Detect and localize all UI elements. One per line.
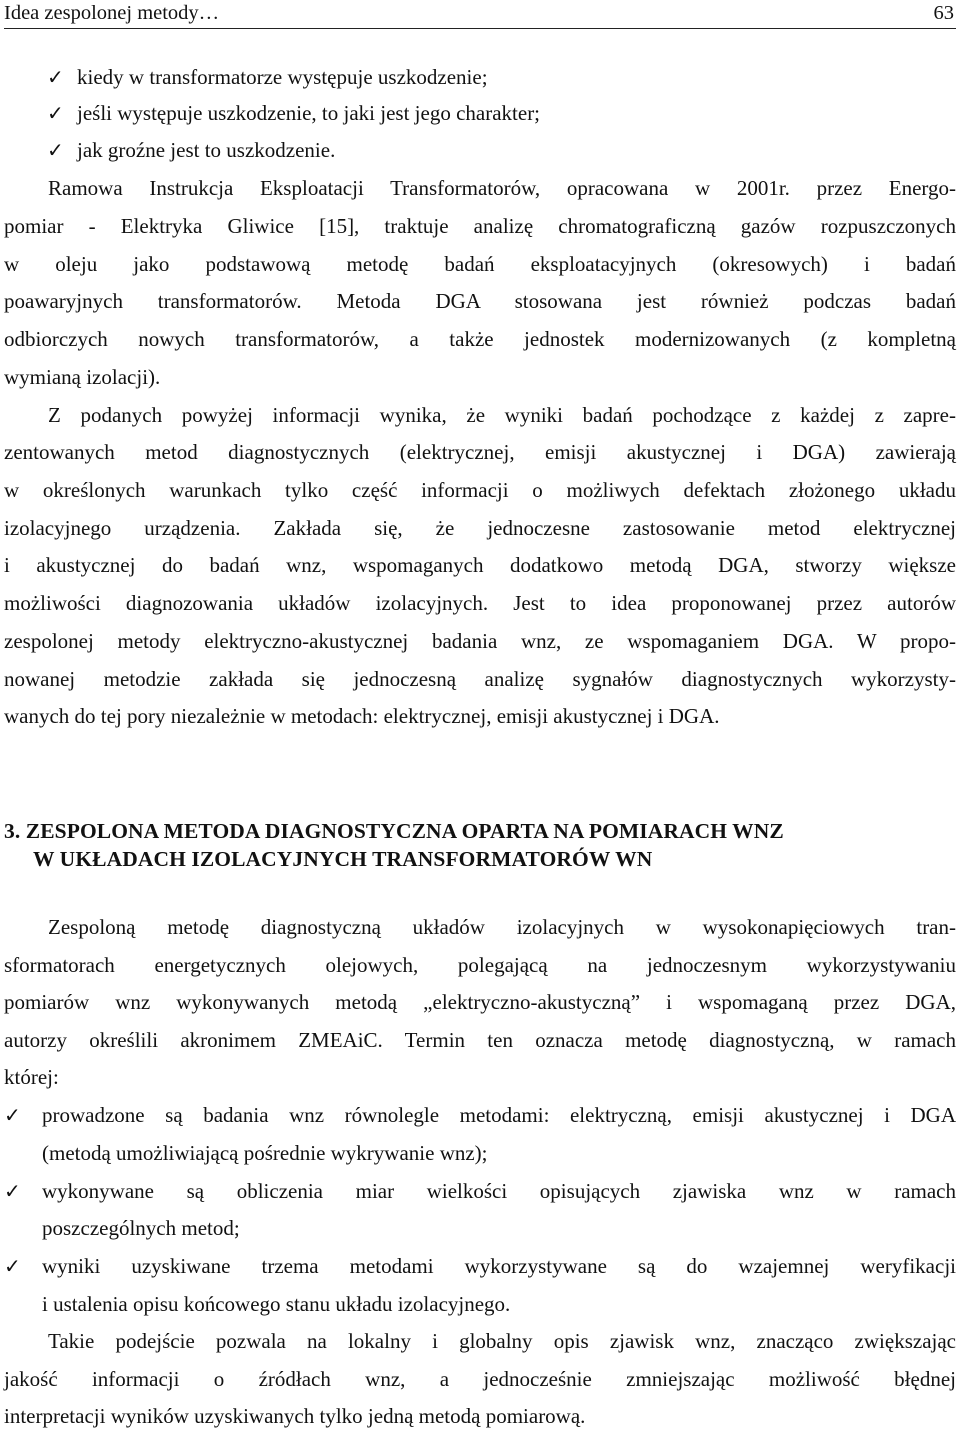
paragraph-line: pomiar - Elektryka Gliwice [15], traktuje analizę chromatograficzną gazów rozpuszczonych: [4, 214, 956, 238]
list-item-continuation: (metodą umożliwiającą pośrednie wykrywanie wnz);: [42, 1141, 488, 1165]
list-item-continuation: poszczególnych metod;: [42, 1216, 240, 1240]
paragraph-line: wanych do tej pory niezależnie w metodach: elektrycznej, emisji akustycznej i DGA.: [4, 704, 720, 728]
check-mark-icon: ✓: [4, 1103, 21, 1127]
paragraph-line: i akustycznej do badań wnz, wspomaganych dodatkowo metodą DGA, stworzy większe: [4, 553, 956, 577]
paragraph-line: której:: [4, 1065, 59, 1089]
paragraph-line: w oleju jako podstawową metodę badań eksploatacyjnych (okresowych) i badań: [4, 252, 956, 276]
paragraph-line: Z podanych powyżej informacji wynika, że wyniki badań pochodzące z każdej z zapre-: [48, 403, 956, 427]
page-number: 63: [933, 2, 954, 24]
paragraph-line: Ramowa Instrukcja Eksploatacji Transformatorów, opracowana w 2001r. przez Energo-: [48, 176, 956, 200]
list-item: wyniki uzyskiwane trzema metodami wykorzystywane są do wzajemnej weryfikacji: [42, 1254, 956, 1278]
paragraph-line: autorzy określili akronimem ZMEAiC. Termin ten oznacza metodę diagnostyczną, w ramach: [4, 1028, 956, 1052]
check-mark-icon: ✓: [4, 1179, 21, 1203]
paragraph-line: Takie podejście pozwala na lokalny i globalny opis zjawisk wnz, znacząco zwiększając: [48, 1329, 956, 1353]
paragraph-line: Zespoloną metodę diagnostyczną układów izolacyjnych w wysokonapięciowych tran-: [48, 915, 956, 939]
paragraph-line: sformatorach energetycznych olejowych, polegającą na jednoczesnym wykorzystywaniu: [4, 953, 956, 977]
paragraph-line: odbiorczych nowych transformatorów, a także jednostek modernizowanych (z kompletną: [4, 327, 956, 351]
paragraph-line: zespolonej metody elektryczno-akustycznej badania wnz, ze wspomaganiem DGA. W propo-: [4, 629, 956, 653]
header-title: Idea zespolonej metody…: [4, 2, 220, 24]
list-item: wykonywane są obliczenia miar wielkości opisujących zjawiska wnz w ramach: [42, 1179, 956, 1203]
running-header: [4, 0, 956, 29]
paragraph-line: nowanej metodzie zakłada się jednoczesną analizę sygnałów diagnostycznych wykorzysty-: [4, 667, 956, 691]
paragraph-line: pomiarów wnz wykonywanych metodą „elektryczno-akustyczną” i wspomaganą przez DGA,: [4, 990, 956, 1014]
paragraph-line: jakość informacji o źródłach wnz, a jednocześnie zmniejszając możliwość błędnej: [4, 1367, 956, 1391]
paragraph-line: możliwości diagnozowania układów izolacyjnych. Jest to idea proponowanej przez autorów: [4, 591, 956, 615]
paragraph-line: izolacyjnego urządzenia. Zakłada się, że jednoczesne zastosowanie metod elektrycznej: [4, 516, 956, 540]
paragraph-line: poawaryjnych transformatorów. Metoda DGA stosowana jest również podczas badań: [4, 289, 956, 313]
list-item: jeśli występuje uszkodzenie, to jaki jest jego charakter;: [77, 101, 541, 125]
section-heading: W UKŁADACH IZOLACYJNYCH TRANSFORMATORÓW WN: [33, 847, 653, 871]
check-mark-icon: ✓: [4, 1254, 21, 1278]
check-mark-icon: ✓: [47, 65, 64, 89]
paragraph-line: zentowanych metod diagnostycznych (elektrycznej, emisji akustycznej i DGA) zawierają: [4, 440, 956, 464]
list-item: jak groźne jest to uszkodzenie.: [77, 138, 336, 162]
check-mark-icon: ✓: [47, 138, 64, 162]
paragraph-line: w określonych warunkach tylko część informacji o możliwych defektach złożonego układu: [4, 478, 956, 502]
list-item: prowadzone są badania wnz równolegle metodami: elektryczną, emisji akustycznej i DGA: [42, 1103, 956, 1127]
list-item: kiedy w transformatorze występuje uszkodzenie;: [77, 65, 488, 89]
section-heading: 3. ZESPOLONA METODA DIAGNOSTYCZNA OPARTA NA POMIARACH WNZ: [4, 819, 784, 843]
paragraph-line: wymianą izolacji).: [4, 365, 161, 389]
paragraph-line: interpretacji wyników uzyskiwanych tylko jedną metodą pomiarową.: [4, 1404, 586, 1428]
list-item-continuation: i ustalenia opisu końcowego stanu układu izolacyjnego.: [42, 1292, 511, 1316]
check-mark-icon: ✓: [47, 101, 64, 125]
